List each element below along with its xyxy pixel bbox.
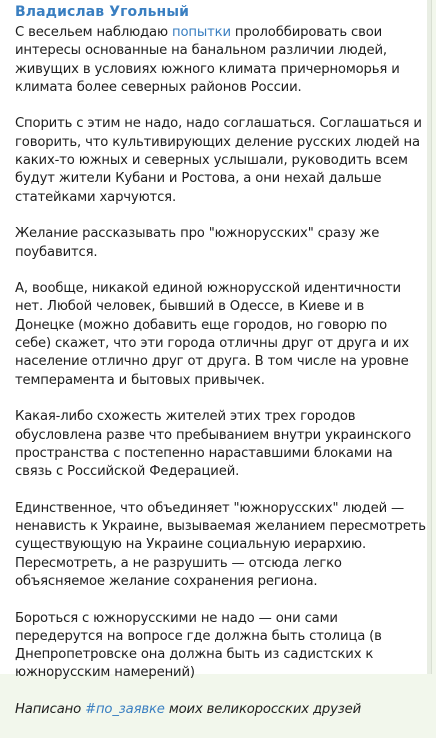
paragraph-6: Единственное, что объединяет "южнорусских" людей — ненависть к Украине, вызываемая желанием пересмотреть существующую на Украине социальную иерархию. Пересмотреть, а не разрушить — отсюда легко объясняемое желание сохранения региона.: [15, 500, 426, 589]
paragraph-3: Желание рассказывать про "южнорусских" сразу же поубавится.: [15, 226, 380, 260]
paragraph-7: Бороться с южнорусскими не надо — они сами передерутся на вопросе где должна быть столица (в Днепропетровске она должна быть из садистских к южнорусским намерений): [15, 610, 382, 681]
message-text: [15, 24, 427, 738]
popytki-link[interactable]: попытки: [171, 25, 231, 40]
hashtag-link[interactable]: #по_заявке: [85, 701, 165, 717]
author-name[interactable]: Владислав Угольный: [15, 4, 189, 20]
paragraph-2: Спорить с этим не надо, надо соглашаться. Соглашаться и говорить, что культивирующих деление русских людей на каких-то южных и северных услышали, руководить всем будут жители Кубани и Ростова, а они нехай дальше статейками харчуются.: [15, 116, 422, 205]
footer-end: моих великоросских друзей: [164, 701, 362, 717]
footer-start: Написано: [15, 701, 86, 717]
paragraph-4: А, вообще, никакой единой южнорусской идентичности нет. Любой человек, бывший в Одессе, в Киеве и в Донецке (можно добавить еще городов, но говорю по себе) скажет, что эти города отличны друг от друга и их население отлично друг от друга. В том числе на уровне темперамента и бытовых привычек.: [15, 281, 410, 388]
paragraph-5: Какая-либо схожесть жителей этих трех городов обусловлена разве что пребыванием внутри украинского пространства с постепенно нараставшими блоками на связь с Российской Федерацией.: [15, 409, 412, 480]
paragraph-1-start: С весельем наблюдаю: [15, 25, 172, 40]
footer-note: [15, 701, 427, 719]
paragraph-1: [15, 24, 427, 97]
paragraph-1-end: пролоббировать свои интересы основанные на банальном различии людей, живущих в условиях южного климата причерноморья и климата более северных районов России.: [15, 25, 400, 95]
bubble-edge: [427, 0, 431, 674]
